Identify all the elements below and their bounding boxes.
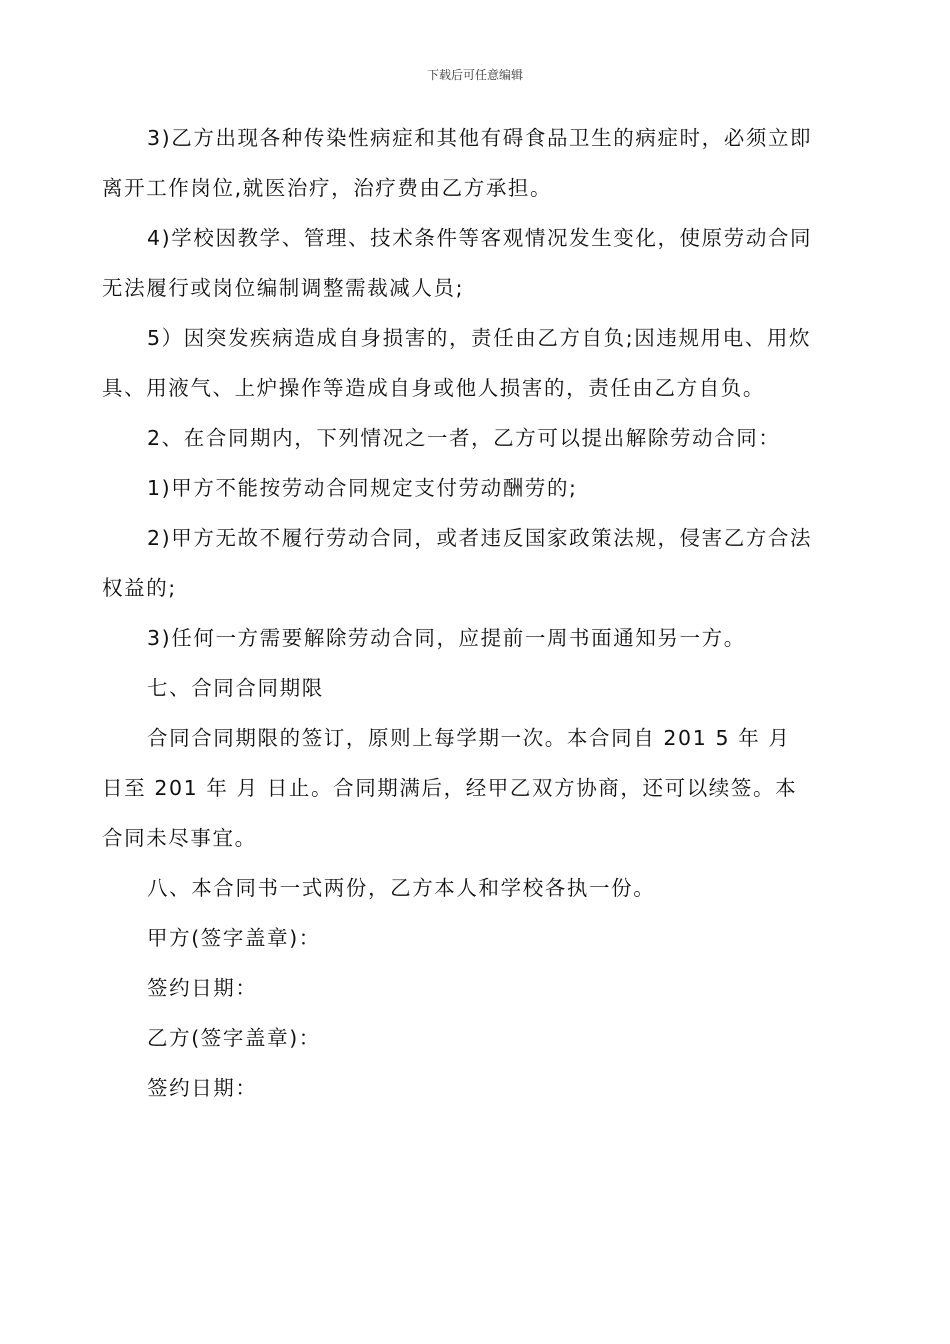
party-b-signature: 乙方(签字盖章)： <box>147 1026 321 1050</box>
clause-5-line-1: 5）因突发疾病造成自身损害的，责任由乙方自负;因违规用电、用炊 <box>147 326 812 350</box>
party-a-sign-date: 签约日期： <box>147 976 258 1000</box>
item-2-line-1: 2)甲方无故不履行劳动合同，或者违反国家政策法规，侵害乙方合法 <box>147 526 813 550</box>
clause-5-line-2: 具、用液气、上炉操作等造成自身或他人损害的，责任由乙方自负。 <box>102 376 765 400</box>
page-header: 下载后可任意编辑 <box>426 68 523 82</box>
item-3: 3)任何一方需要解除劳动合同，应提前一周书面通知另一方。 <box>147 626 746 650</box>
party-a-signature: 甲方(签字盖章)： <box>147 926 321 950</box>
term-paragraph-line-2: 日至 201 年 月 日止。合同期满后，经甲乙双方协商，还可以续签。本 <box>102 776 798 800</box>
term-paragraph-line-1: 合同合同期限的签订，原则上每学期一次。本合同自 201 5 年 月 <box>147 726 791 750</box>
clause-4-line-2: 无法履行或岗位编制调整需裁减人员; <box>102 276 465 300</box>
section-8-heading: 八、本合同书一式两份，乙方本人和学校各执一份。 <box>147 876 656 900</box>
item-1: 1)甲方不能按劳动合同规定支付劳动酬劳的; <box>147 476 578 500</box>
term-paragraph-line-3: 合同未尽事宜。 <box>102 826 257 850</box>
clause-4-line-1: 4)学校因教学、管理、技术条件等客观情况发生变化，使原劳动合同 <box>147 226 813 250</box>
clause-3-line-2: 离开工作岗位,就医治疗，治疗费由乙方承担。 <box>102 176 553 200</box>
item-2-line-2: 权益的; <box>102 576 177 600</box>
section-7-heading: 七、合同合同期限 <box>147 676 324 700</box>
party-b-sign-date: 签约日期： <box>147 1076 258 1100</box>
clause-3-line-1: 3)乙方出现各种传染性病症和其他有碍食品卫生的病症时，必须立即 <box>147 126 813 150</box>
section-2-heading: 2、在合同期内，下列情况之一者，乙方可以提出解除劳动合同： <box>147 426 781 450</box>
